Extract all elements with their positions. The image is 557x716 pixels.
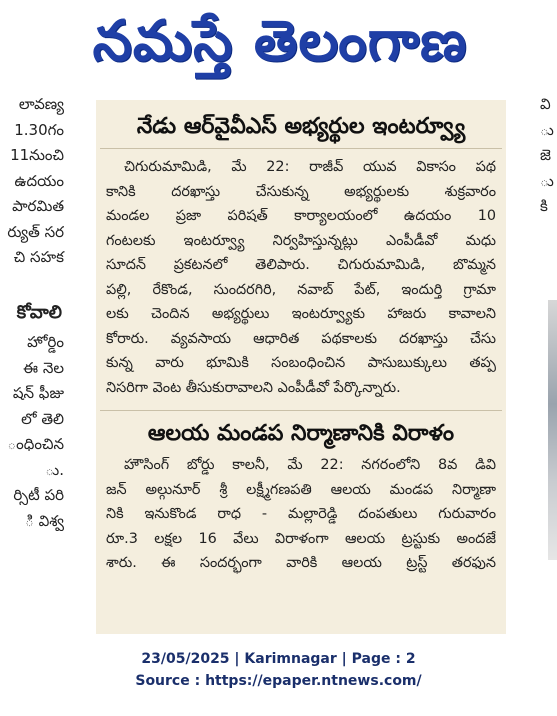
- article2-line: జన్ అల్గునూర్ శ్రీ లక్ష్మీగణపతి ఆలయ మండప నిర్మాణా: [106, 481, 496, 498]
- newspaper-logo: నమస్తే తెలంగాణ: [92, 9, 468, 74]
- left-line: షన్ ఫీజు: [12, 384, 64, 402]
- article1-line: లకు చెందిన అభ్యర్థులు ఇంటర్వ్యూకు హాజరు కావాలని: [106, 306, 496, 322]
- right-line: వి: [540, 95, 551, 113]
- article1-line: సూదన్ ప్రకటనలో తెలిపారు. చిగురుమామిడి, బొమ్మన: [106, 257, 496, 273]
- left-line: ర్యుత్ సర: [7, 222, 64, 241]
- masthead: [0, 0, 557, 90]
- left-line: ర్సిటీ పరి: [13, 486, 64, 504]
- right-line: జె: [540, 146, 551, 164]
- article1-headline: నేడు ఆర్‌వైవీఎస్ అభ్యర్థుల ఇంటర్వ్యూ: [100, 112, 502, 149]
- left-line: ి విశ్వ: [25, 511, 64, 530]
- left-line: హోర్డిం: [27, 333, 64, 351]
- left-line: చి సహక: [13, 248, 64, 266]
- article-clipping: [96, 100, 506, 634]
- article1-line: నిసరిగా వెంట తీసుకురావాలని ఎంపీడీవో పేర్కొన్నారు.: [106, 379, 401, 396]
- article2-body: [106, 453, 496, 576]
- article2-line: రూ.3 లక్షల 16 వేలు విరాళంగా ఆలయ ట్రస్టుకు అందజే: [106, 530, 496, 547]
- left-line: లావణ్య: [18, 95, 64, 113]
- left-line: లో తెలి: [21, 409, 64, 428]
- right-line: ు: [540, 171, 554, 190]
- article2-headline: ఆలయ మండప నిర్మాణానికి విరాళం: [100, 410, 502, 449]
- article1-line: మండల ప్రజా పరిషత్ కార్యాలయంలో ఉదయం 10: [106, 208, 497, 224]
- article1-line: గంటలకు ఇంటర్వ్యూ నిర్వహిస్తున్నట్లు ఎంపీడీవో మధు: [106, 232, 496, 249]
- footer-source-line: Source : https://epaper.ntnews.com/: [135, 673, 422, 689]
- left-line: పారమిత: [12, 197, 64, 215]
- article1-line: కోరారు. వ్యవసాయ ఆధారిత పథకాలకు దరఖాస్తు చేసు: [106, 330, 496, 347]
- right-line: ు: [540, 120, 554, 139]
- right-line: కి: [540, 197, 548, 215]
- left-heading: కోవాలి: [16, 302, 62, 323]
- left-line: ు.: [45, 460, 64, 479]
- left-line: ఈ నెల: [23, 358, 64, 377]
- article1-line: కానికి దరఖాస్తు చేసుకున్న అభ్యర్థులకు శుక్రవారం: [106, 183, 496, 200]
- left-line: ంధించిన: [7, 435, 64, 453]
- article1-line: చిగురుమామిడి, మే 22: రాజీవ్ యువ వికాసం పథ: [124, 159, 496, 175]
- article2-line: శారు. ఈ సందర్భంగా వారికి ఆలయ ట్రస్ట్ తరఫున: [106, 555, 496, 571]
- article1-line: కున్న వారు భూమికి సంబంధించిన పాసుబుక్కులు తప్ప: [106, 355, 496, 371]
- left-line: 1.30గం: [14, 120, 64, 139]
- article2-line: నికి ఇనుకొండ రాధ - మల్లారెడ్డి దంపతులు గురువారం: [106, 506, 496, 522]
- source-footer: [0, 648, 557, 692]
- left-line: ఉదయం: [14, 171, 64, 190]
- article1-line: పల్లి, రేకొండ, సుందరగిరి, నవాబ్ పేట్, ఇందుర్తి గ్రామా: [106, 281, 496, 298]
- article1-body: [106, 155, 496, 400]
- left-column-fragment: [0, 92, 70, 612]
- article2-line: హౌసింగ్ బోర్డు కాలనీ, మే 22: నగరంలోని 8వ డివి: [124, 457, 496, 473]
- left-line: 11నుంచి: [10, 146, 64, 164]
- right-photo-fragment: [548, 300, 557, 560]
- footer-date-line: 23/05/2025 | Karimnagar | Page : 2: [141, 651, 416, 667]
